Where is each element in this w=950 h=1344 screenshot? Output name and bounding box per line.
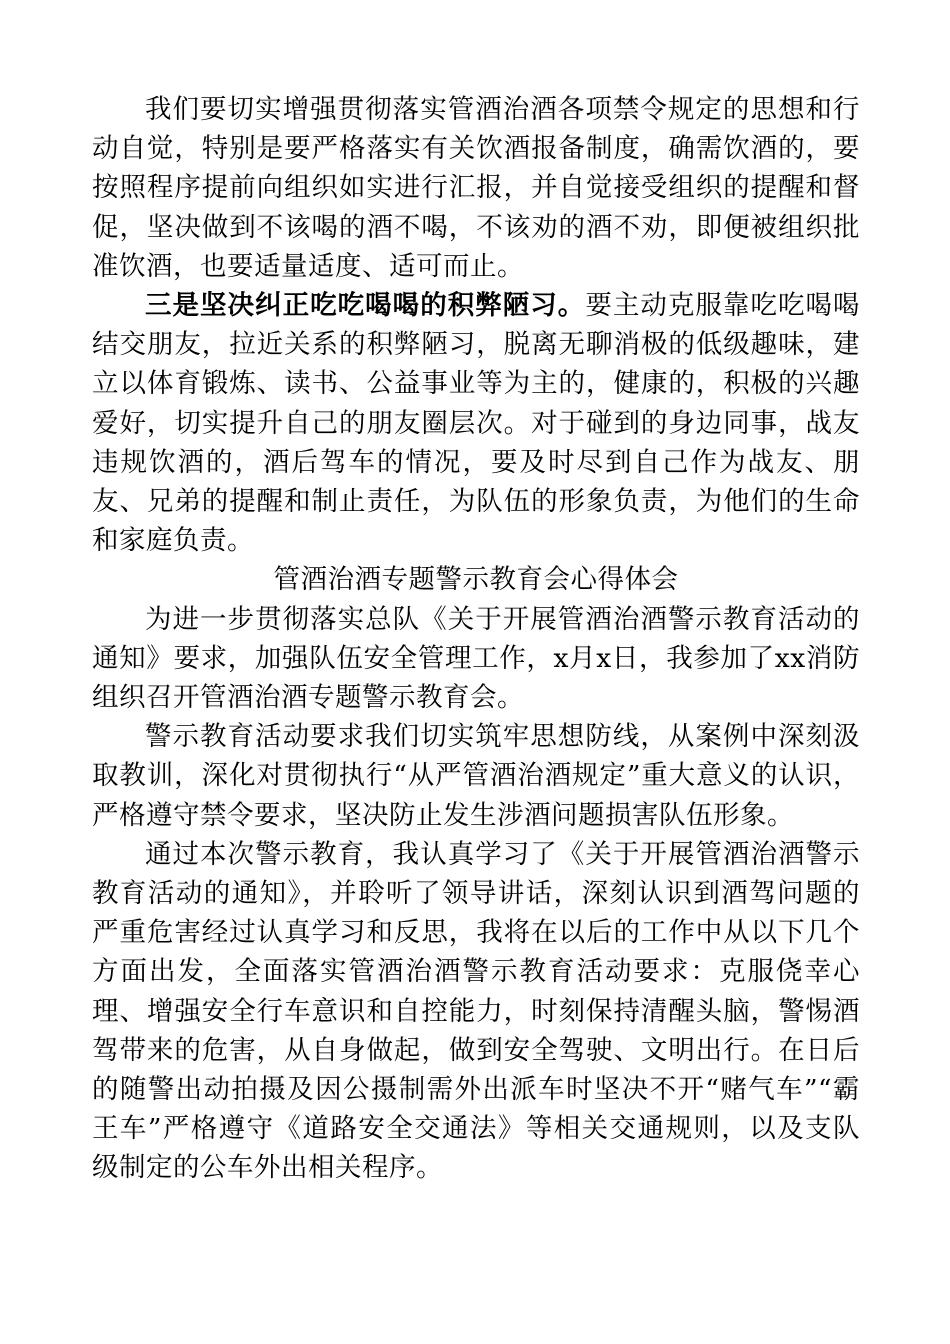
paragraph-activity-requirements: 警示教育活动要求我们切实筑牢思想防线，从案例中深刻汲取教训，深化对贯彻执行“从严管酒治酒规定”重大意义的认识，严格遵守禁令要求，坚决防止发生涉酒问题损害队伍形象。 [92,721,860,831]
paragraph-drinking-discipline: 我们要切实增强贯彻落实管酒治酒各项禁令规定的思想和行动自觉，特别是要严格落实有关饮酒报备制度，确需饮酒的，要按照程序提前向组织如实进行汇报，并自觉接受组织的提醒和督促，坚决做到不该喝的酒不喝，不该劝的酒不劝，即便被组织批准饮酒，也要适量适度、适可而止。 [92,94,860,282]
paragraph-point-three [92,286,860,560]
document-title: 管酒治酒专题警示教育会心得体会 [273,564,679,596]
point-three-body: 要主动克服靠吃吃喝喝结交朋友，拉近关系的积弊陋习，脱离无聊消极的低级趣味，建立以体育锻炼、读书、公益事业等为主的，健康的，积极的兴趣爱好，切实提升自己的朋友圈层次。对于碰到的身边同事，战友违规饮酒的，酒后驾车的情况，要及时尽到自己作为战友、朋友、兄弟的提醒和制止责任，为队伍的形象负责，为他们的生命和家庭负责。 [92,290,861,557]
paragraph-reflection: 通过本次警示教育，我认真学习了《关于开展管酒治酒警示教育活动的通知》，并聆听了领导讲话，深刻认识到酒驾问题的严重危害经过认真学习和反思，我将在以后的工作中从以下几个方面出发，全面落实管酒治酒警示教育活动要求：克服侥幸心理、增强安全行车意识和自控能力，时刻保持清醒头脑，警惕酒驾带来的危害，从自身做起，做到安全驾驶、文明出行。在日后的随警出动拍摄及因公摄制需外出派车时坚决不开“赌气车”“霸王车”严格遵守《道路安全交通法》等相关交通规则，以及支队级制定的公车外出相关程序。 [92,838,860,1184]
paragraph-intro: 为进一步贯彻落实总队《关于开展管酒治酒警示教育活动的通知》要求，加强队伍安全管理工作，x月x日，我参加了xx消防组织召开管酒治酒专题警示教育会。 [92,603,860,714]
document-page [92,90,860,1188]
point-three-heading: 三是坚决纠正吃吃喝喝的积弊陋习。 [145,290,586,322]
